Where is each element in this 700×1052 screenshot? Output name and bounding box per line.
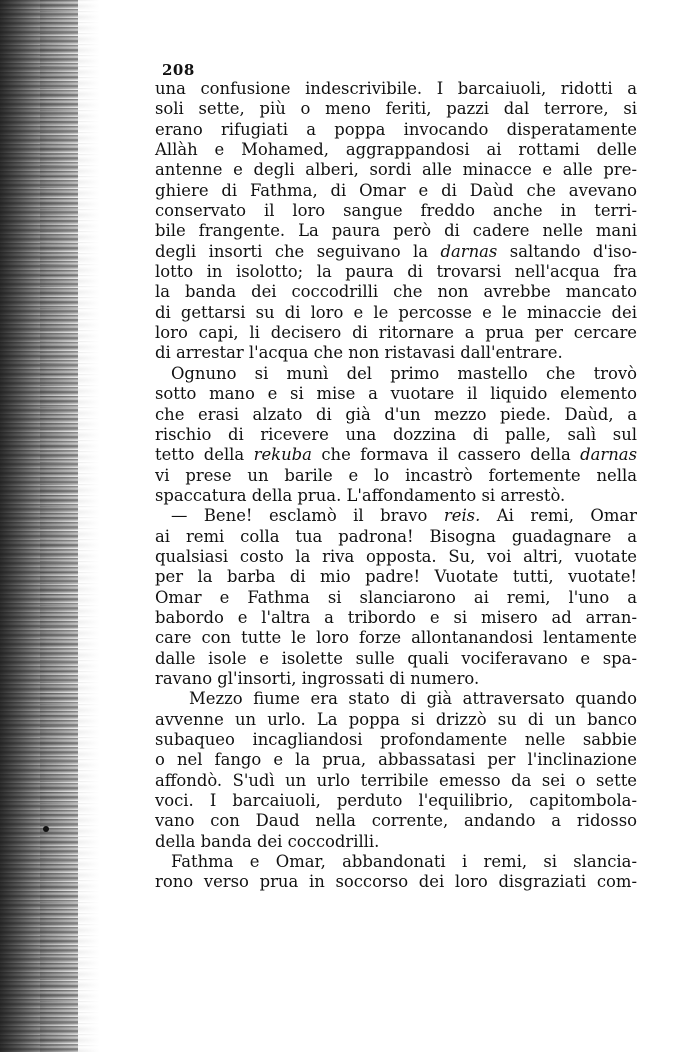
text-line: bile frangente. La paura però di cadere nelle mani xyxy=(155,221,637,241)
text-line: subaqueo incagliandosi profondamente nelle sabbie xyxy=(155,730,637,749)
text-line: sotto mano e si mise a vuotare il liquido elemento xyxy=(155,384,637,404)
text-line: babordo e l'altra a tribordo e si misero ad arran- xyxy=(155,607,637,627)
text-line: loro capi, li decisero di ritornare a prua per cercare xyxy=(155,323,637,343)
page-number: 208 xyxy=(162,61,195,79)
text-line: affondò. S'udì un urlo terribile emesso da sei o sette xyxy=(155,770,637,790)
text-line: ghiere di Fathma, di Omar e di Daùd che avevano xyxy=(155,180,637,200)
text-line: voci. I barcaiuoli, perduto l'equilibrio, capitombola- xyxy=(155,791,637,811)
text-line: lotto in isolotto; la paura di trovarsi nell'acqua fra xyxy=(155,262,637,282)
text-line: della banda dei coccodrilli. xyxy=(155,831,380,851)
body-text xyxy=(155,79,637,893)
text-line: dalle isole e isolette sulle quali vociferavano e spa- xyxy=(155,648,637,668)
page-edge-texture xyxy=(40,0,100,1052)
text-line: vi prese un barile e lo incastrò fortemente nella xyxy=(155,465,637,485)
text-line: Fathma e Omar, abbandonati i remi, si slancia- xyxy=(171,852,637,872)
text-line: Ognuno si munì del primo mastello che trovò xyxy=(171,363,637,383)
text-line: rono verso prua in soccorso dei loro disgraziati com- xyxy=(155,872,637,892)
text-line: soli sette, più o meno feriti, pazzi dal terrore, si xyxy=(155,99,637,119)
text-line: conservato il loro sangue freddo anche in terri- xyxy=(155,201,637,221)
text-line: Omar e Fathma si slanciarono ai remi, l'uno a xyxy=(155,587,637,607)
text-line: vano con Daud nella corrente, andando a ridosso xyxy=(155,811,637,831)
text-line: ravano gl'insorti, ingrossati di numero. xyxy=(155,668,480,688)
text-line: la banda dei coccodrilli che non avrebbe mancato xyxy=(155,282,637,302)
text-line: care con tutte le loro forze allontanandosi lentamente xyxy=(155,628,637,648)
text-line: Mezzo fiume era stato di già attraversato quando xyxy=(189,689,637,709)
text-line: che erasi alzato di già d'un mezzo piede. Daùd, a xyxy=(155,404,637,424)
text-line: Allàh e Mohamed, aggrappandosi ai rottami delle xyxy=(155,140,637,160)
text-line: di arrestar l'acqua che non ristavasi dall'entrare. xyxy=(155,343,563,363)
text-line: qualsiasi costo la riva opposta. Su, voi altri, vuotate xyxy=(155,546,637,566)
text-line: o nel fango e la prua, abbassatasi per l'inclinazione xyxy=(155,750,637,770)
text-line: degli insorti che seguivano la darnas saltando d'iso- xyxy=(155,241,637,261)
text-line: rischio di ricevere una dozzina di palle, salì sul xyxy=(155,424,637,444)
text-line: avvenne un urlo. La poppa si drizzò su di un banco xyxy=(155,709,637,729)
text-line: per la barba di mio padre! Vuotate tutti, vuotate! xyxy=(155,567,637,587)
text-line: tetto della rekuba che formava il cassero della darnas xyxy=(155,445,637,465)
text-line: erano rifugiati a poppa invocando disperatamente xyxy=(155,119,637,139)
text-line: ai remi colla tua padrona! Bisogna guadagnare a xyxy=(155,526,637,546)
text-line: — Bene! esclamò il bravo reis. Ai remi, Omar xyxy=(171,506,637,526)
text-line: una confusione indescrivibile. I barcaiuoli, ridotti a xyxy=(155,79,637,98)
text-line: antenne e degli alberi, sordi alle minacce e alle pre- xyxy=(155,160,637,180)
margin-mark xyxy=(43,826,49,832)
text-line: spaccatura della prua. L'affondamento si arrestò. xyxy=(155,485,566,505)
text-line: di gettarsi su di loro e le percosse e le minaccie dei xyxy=(155,302,637,322)
